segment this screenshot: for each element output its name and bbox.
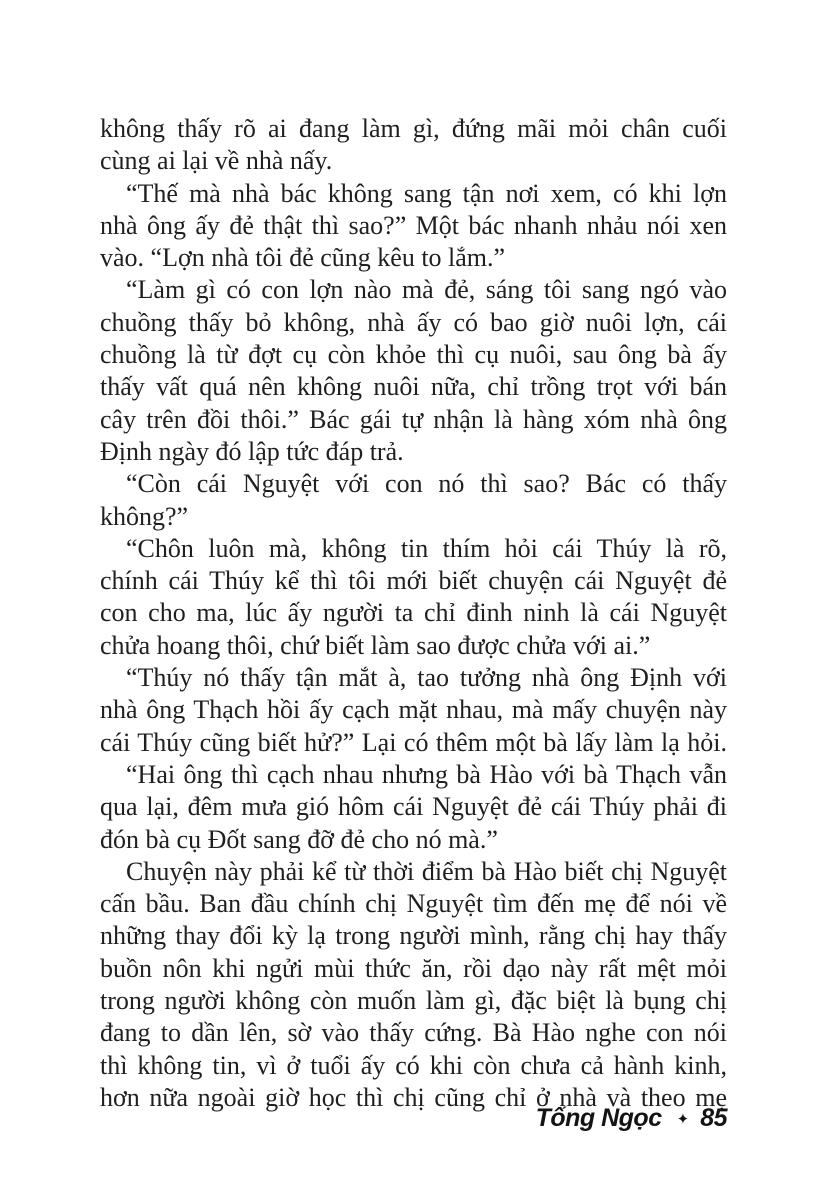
text-line: Định ngày đó lập tức đáp trả. <box>100 436 404 466</box>
text-line: đón bà cụ Đốt sang đỡ đẻ cho nó mà.” <box>100 824 498 854</box>
diamond-icon: ✦ <box>676 1110 690 1128</box>
text-line: “Thúy nó thấy tận mắt à, tao tưởng nhà ông Định với <box>126 663 727 693</box>
text-line: chính cái Thúy kể thì tôi mới biết chuyện cái Nguyệt đẻ <box>100 566 727 596</box>
text-line: nhà ông ấy đẻ thật thì sao?” Một bác nhanh nhảu nói xen <box>100 210 727 240</box>
text-line: những thay đổi kỳ lạ trong người mình, rằng chị hay thấy <box>100 921 727 951</box>
text-line: cùng ai lại về nhà nấy. <box>100 146 333 176</box>
text-line: cấn bầu. Ban đầu chính chị Nguyệt tìm đến mẹ để nói về <box>100 889 727 919</box>
text-line: thấy vất quá nên không nuôi nữa, chỉ trồng trọt với bán <box>100 372 727 402</box>
page-text <box>100 113 727 1114</box>
text-line: “Thế mà nhà bác không sang tận nơi xem, có khi lợn <box>126 178 727 208</box>
text-line: “Chôn luôn mà, không tin thím hỏi cái Thúy là rõ, <box>126 533 727 563</box>
text-line: “Hai ông thì cạch nhau nhưng bà Hào với bà Thạch vẫn <box>126 759 727 789</box>
text-line: Chuyện này phải kể từ thời điểm bà Hào biết chị Nguyệt <box>126 856 727 886</box>
author-name: Tống Ngọc <box>535 1104 662 1132</box>
text-line: không thấy rõ ai đang làm gì, đứng mãi mỏi chân cuối <box>100 114 727 143</box>
text-line: thì không tin, vì ở tuổi ấy có khi còn chưa cả hành kinh, <box>100 1050 727 1080</box>
text-line: trong người không còn muốn làm gì, đặc biệt là bụng chị <box>100 986 727 1016</box>
text-line: “Làm gì có con lợn nào mà đẻ, sáng tôi sang ngó vào <box>126 275 727 305</box>
text-line: “Còn cái Nguyệt với con nó thì sao? Bác có thấy không?” <box>100 469 727 531</box>
text-line: cây trên đồi thôi.” Bác gái tự nhận là hàng xóm nhà ông <box>100 404 727 434</box>
text-line: cái Thúy cũng biết hử?” Lại có thêm một bà lấy làm lạ hỏi. <box>100 727 727 757</box>
text-line: qua lại, đêm mưa gió hôm cái Nguyệt đẻ cái Thúy phải đi <box>100 792 727 822</box>
text-line: đang to dần lên, sờ vào thấy cứng. Bà Hào nghe con nói <box>100 1018 727 1048</box>
text-line: chuồng là từ đợt cụ còn khỏe thì cụ nuôi, sau ông bà ấy <box>100 340 727 370</box>
text-line: vào. “Lợn nhà tôi đẻ cũng kêu to lắm.” <box>100 243 506 273</box>
text-line: con cho ma, lúc ấy người ta chỉ đinh ninh là cái Nguyệt <box>100 598 727 628</box>
text-line: buồn nôn khi ngửi mùi thức ăn, rồi dạo này rất mệt mỏi <box>100 953 727 983</box>
page-number: 85 <box>700 1104 727 1132</box>
text-line: chửa hoang thôi, chứ biết làm sao được chửa với ai.” <box>100 630 651 660</box>
page-footer <box>536 1104 727 1133</box>
text-line: chuồng thấy bỏ không, nhà ấy có bao giờ nuôi lợn, cái <box>100 307 727 337</box>
text-line: nhà ông Thạch hồi ấy cạch mặt nhau, mà mấy chuyện này <box>100 695 727 725</box>
text-line: hơn nữa ngoài giờ học thì chị cũng chỉ ở nhà và theo mẹ <box>100 1082 727 1112</box>
